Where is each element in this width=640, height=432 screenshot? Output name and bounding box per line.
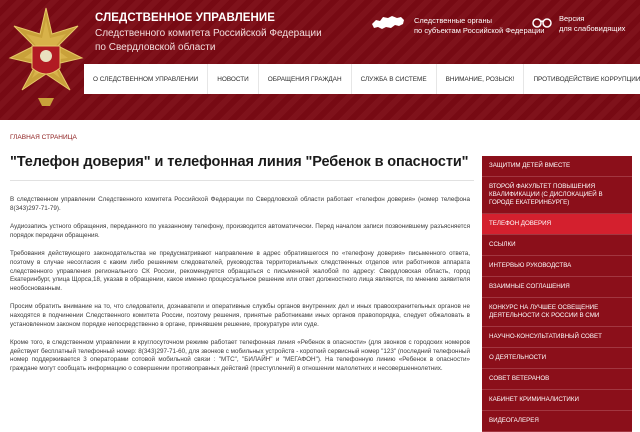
breadcrumb[interactable]: ГЛАВНАЯ СТРАНИЦА [10, 134, 77, 141]
page-title: "Телефон доверия" и телефонная линия "Ребенок в опасности" [10, 154, 469, 170]
sidebar-menu [482, 156, 632, 432]
nav-item-service[interactable]: СЛУЖБА В СИСТЕМЕ [352, 64, 437, 94]
main-nav [84, 64, 640, 94]
brand-block[interactable] [95, 12, 322, 55]
nav-item-news[interactable]: НОВОСТИ [208, 64, 259, 94]
glasses-icon [532, 15, 552, 33]
regions-label-line2: по субъектам Российской Федерации [414, 25, 545, 35]
sidebar-item-activity[interactable]: О ДЕЯТЕЛЬНОСТИ [482, 348, 632, 369]
regions-label-line1: Следственные органы [414, 16, 492, 25]
sidebar-item-protect-children[interactable]: ЗАЩИТИМ ДЕТЕЙ ВМЕСТЕ [482, 156, 632, 177]
russia-map-icon [370, 14, 406, 37]
nav-item-appeals[interactable]: ОБРАЩЕНИЯ ГРАЖДАН [259, 64, 352, 94]
accessibility-link[interactable] [532, 14, 625, 33]
sidebar-item-links[interactable]: ССЫЛКИ [482, 235, 632, 256]
main-content [10, 134, 470, 384]
site-subtitle-line1: Следственного комитета Российской Федерации [95, 28, 322, 39]
paragraph: Аудиозапись устного обращения, переданного по указанному телефону, производится автоматически. Перед началом записи позвонившему разъясняется порядок передачи обращения. [10, 223, 470, 239]
nav-item-wanted[interactable]: ВНИМАНИЕ, РОЗЫСК! [437, 64, 525, 94]
sidebar-item-hotline[interactable]: ТЕЛЕФОН ДОВЕРИЯ [482, 214, 632, 235]
paragraph: Кроме того, в следственном управлении в круглосуточном режиме работает телефонная линия «Ребенок в опасности» (для звонков с городских номеров действует бесплатный телефонный номер: 8(343)297-71-60, для звонков с мобильных устройств - короткий сервисный номер "123" (последний телефонный номер поддерживается 3 операторами сотовой мобильной связи : "МТС", "БИЛАЙН" и "МЕГАФОН"). На телефонную линию «Ребенок в опасности» граждане могут сообщать информацию о совершении противоправных действий (преступлений) в отношении малолетних и несовершеннолетних. [10, 339, 470, 372]
sidebar-item-video[interactable]: ВИДЕОГАЛЕРЕЯ [482, 411, 632, 432]
nav-item-about[interactable]: О СЛЕДСТВЕННОМ УПРАВЛЕНИИ [84, 64, 208, 94]
nav-item-anticorruption[interactable]: ПРОТИВОДЕЙСТВИЕ КОРРУПЦИИ [524, 64, 640, 94]
site-subtitle-line2: по Свердловской области [95, 42, 216, 53]
sidebar-item-forensics[interactable]: КАБИНЕТ КРИМИНАЛИСТИКИ [482, 390, 632, 411]
accessibility-label-line2: для слабовидящих [559, 23, 626, 33]
accessibility-label-line1: Версия [559, 14, 585, 23]
article-body [10, 196, 470, 374]
site-header [0, 0, 640, 120]
sidebar-item-faculty[interactable]: ВТОРОЙ ФАКУЛЬТЕТ ПОВЫШЕНИЯ КВАЛИФИКАЦИИ (С ДИСЛОКАЦИЕЙ В ГОРОДЕ ЕКАТЕРИНБУРГЕ) [482, 177, 632, 214]
paragraph: Просим обратить внимание на то, что следователи, дознаватели и оперативные службы органов внутренних дел и иных правоохранительных органов не находятся в подчинении Следственного комитета России, поэтому решения, принятые работниками иных органов правопорядка, следует обжаловать в установленном законом порядке непосредственно в органе, принявшем решение, прокуратуре или суде. [10, 303, 470, 328]
paragraph: В следственном управлении Следственного комитета Российской Федерации по Свердловской области работает «телефон доверия» (номер телефона 8(343)297-71-79). [10, 196, 470, 212]
paragraph: Требования действующего законодательства не предусматривают направление в адрес обратившегося по «телефону доверия» письменного ответа, поэтому в случае несогласия с каким либо решением следователей, руководства территориальных следственных отделов или работников аппарата следственного управления регионального СК России, рекомендуется обращаться с письменной жалобой по адресу: Свердловская область, город Екатеринбург, улица Щорса,18, указав в обращении, какое именно процессуальное решение или ответ должностного лица являются, по мнению заявителя необоснованным. [10, 250, 470, 292]
sidebar-item-veterans[interactable]: СОВЕТ ВЕТЕРАНОВ [482, 369, 632, 390]
title-divider [10, 180, 474, 181]
regions-link[interactable] [370, 14, 545, 37]
sidebar-item-council[interactable]: НАУЧНО-КОНСУЛЬТАТИВНЫЙ СОВЕТ [482, 327, 632, 348]
sidebar-item-agreements[interactable]: ВЗАИМНЫЕ СОГЛАШЕНИЯ [482, 277, 632, 298]
sidebar-item-interviews[interactable]: ИНТЕРВЬЮ РУКОВОДСТВА [482, 256, 632, 277]
site-title[interactable]: СЛЕДСТВЕННОЕ УПРАВЛЕНИЕ [95, 12, 276, 24]
sidebar-item-media-contest[interactable]: КОНКУРС НА ЛУЧШЕЕ ОСВЕЩЕНИЕ ДЕЯТЕЛЬНОСТИ СК РОССИИ В СМИ [482, 298, 632, 327]
emblem-icon[interactable] [8, 6, 84, 108]
